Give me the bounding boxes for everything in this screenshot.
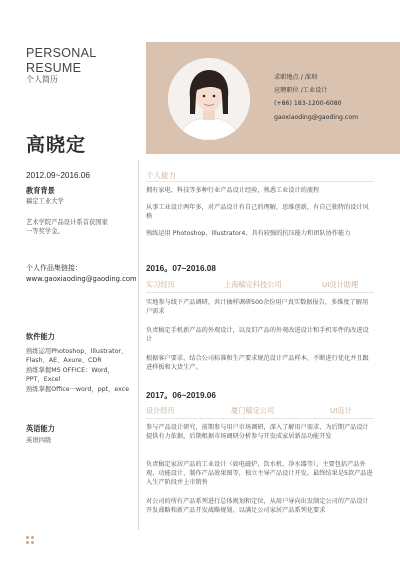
job2-company: 厦门稿定公司 <box>231 406 275 415</box>
decorative-dots-icon <box>26 536 36 546</box>
job1-item: 实地参与线下产品调研，共计抽样调研500余份用户真实数据报告，多维度了解用户需求 <box>146 299 369 315</box>
candidate-name: 高晓定 <box>26 134 87 156</box>
title-en-line1: PERSONAL <box>26 46 97 60</box>
ability-rule <box>146 181 374 182</box>
ability-heading: 个人能力 <box>146 171 176 180</box>
contact-email: gaoxiaoding@gaoding.com <box>274 113 359 121</box>
resume-title-cn: 个人简历 <box>26 75 58 84</box>
software-line: 熟练运用Photoshop、Illustrator、 <box>26 348 128 355</box>
contact-location: 求职地点 / 深圳 <box>274 74 318 81</box>
job2-role: 设计经历 <box>146 406 175 415</box>
software-line: Flash、AE、Axure、CDR <box>26 357 102 365</box>
job2-title: UI设计 <box>330 406 352 415</box>
job2-rule <box>146 418 374 419</box>
education-heading: 教育背景 <box>26 186 55 195</box>
job1-item: 负责稿定手机新产品的外观设计，以及旧产品的外观改进设计和手机零件的改进设计 <box>146 327 369 343</box>
software-heading: 软件能力 <box>26 332 55 341</box>
portfolio-link[interactable]: www.gaoxiaoding@gaoding.com <box>26 275 137 283</box>
english-heading: 英语能力 <box>26 424 55 433</box>
education-major-line2: 一等奖学金。 <box>26 228 64 236</box>
title-en-line2: RESUME <box>26 61 82 75</box>
job2-item: 对公司的所有产品系列进行总体规划和定位，从用户导向出发制定公司的产品设计开发战略和新产品开发战略规划，以满足公司家居产品系列化要求 <box>146 498 369 514</box>
job2-item: 负责稿定家居产品的工业设计（如电磁炉、饮水机、净水器等），主要包括产品外观、功能设计、制作产品效果图等，独立主导产品设计开发，最终结果是5款产品进入生产阶段并上市销售 <box>146 461 373 486</box>
portfolio-heading: 个人作品集链接： <box>26 264 82 272</box>
job1-role: 实习经历 <box>146 280 175 289</box>
ability-item: 熟练运用 Photoshop、Illustrator4、具有较强的抗压能力和团队协作能力 <box>146 230 351 237</box>
contact-block <box>274 71 358 124</box>
software-line: 熟练掌握MS OFFICE：Word， <box>26 366 114 374</box>
study-period: 2012.09~2016.06 <box>26 171 90 180</box>
software-line: PPT，Excel <box>26 376 61 384</box>
job1-title: UI设计助理 <box>322 280 359 289</box>
column-divider <box>138 160 139 530</box>
software-line: 熟练掌握Office一word，ppt，exce <box>26 385 130 393</box>
job1-item: 根据客户要求，结合公司标准和生产要求规范设计产品样本，不断进行优化并且跟进样板和大货生产。 <box>146 355 369 371</box>
avatar-portrait-icon <box>168 58 250 140</box>
education-major-line1: 艺术学院产品设计系首获国家 <box>26 219 108 226</box>
job1-company: 上海稿定科技公司 <box>224 280 282 289</box>
education-major <box>26 218 108 237</box>
avatar <box>168 58 250 140</box>
ability-item: 从事工业设计两年多，对产品设计有自己的理解，思维创新，有自己独特的设计风格 <box>146 204 369 220</box>
contact-phone: (+86) 183-1200-6080 <box>274 100 342 108</box>
education-school: 稿定工业大学 <box>26 198 64 205</box>
resume-title-en <box>26 46 96 76</box>
contact-position: 应聘职位 /工业设计 <box>274 87 328 95</box>
software-list <box>26 347 129 394</box>
job2-period: 2017。06~2019.06 <box>146 391 216 400</box>
ability-item: 拥有家电、科技等多种行业产品设计经验，熟悉工业设计的流程 <box>146 187 320 194</box>
job1-period: 2016。07~2016.08 <box>146 264 216 273</box>
job1-rule <box>146 292 374 293</box>
english-level: 英语四级 <box>26 437 52 444</box>
job2-item: 参与产品设计研究，前期参与用户市场调研，深入了解用户需求，为后期产品设计提供有力依据，后期根据市场调研分析参与开发成家居新品功能开发 <box>146 424 369 440</box>
